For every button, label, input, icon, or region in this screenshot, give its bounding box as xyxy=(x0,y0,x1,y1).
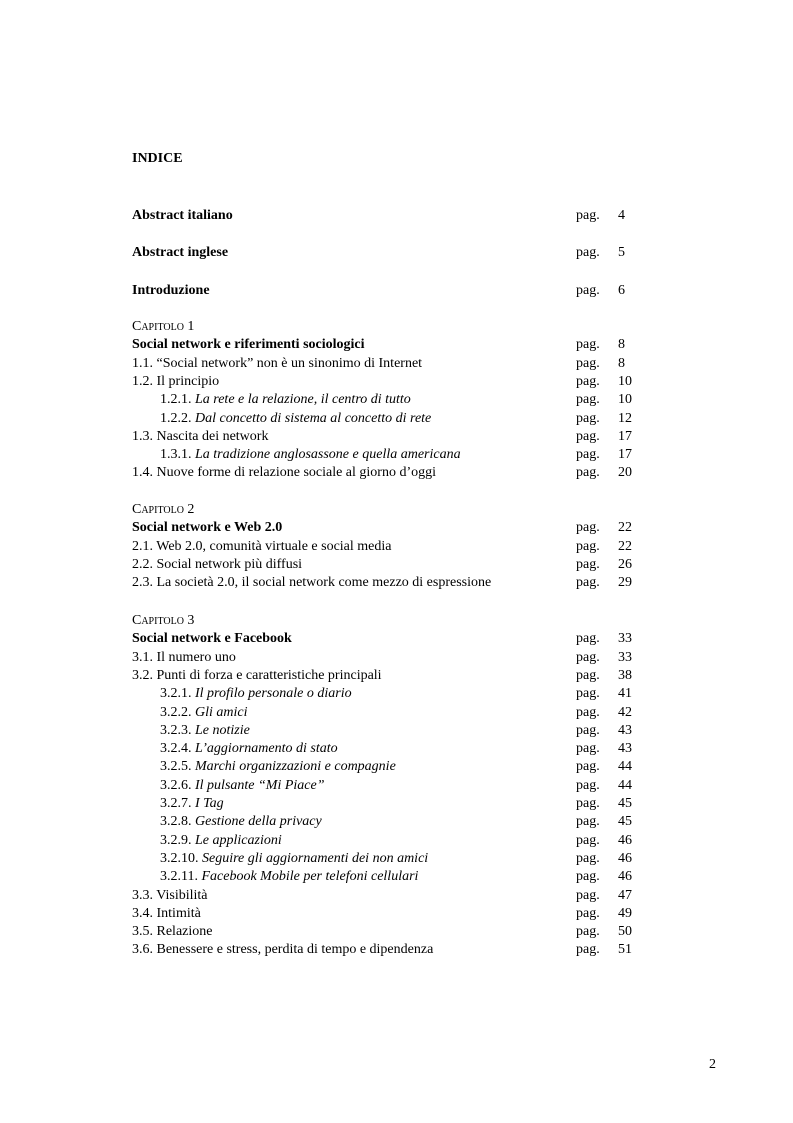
subsection-label xyxy=(160,704,248,722)
chapter-heading: Capitolo 2 xyxy=(132,502,195,517)
section-text: Benessere e stress, perdita di tempo e dipendenza xyxy=(156,942,434,958)
section-text: La rete e la relazione, il centro di tutto xyxy=(195,392,411,408)
subsection-label xyxy=(160,777,325,795)
subsection-label xyxy=(160,446,461,464)
page-label: pag. xyxy=(576,631,600,647)
subsection-label xyxy=(160,410,431,428)
section-label xyxy=(132,649,236,667)
page-label: pag. xyxy=(576,722,600,738)
chapter-title: Social network e riferimenti sociologici xyxy=(132,337,365,353)
section-number: 3.4. xyxy=(132,905,157,921)
section-number: 1.1. xyxy=(132,355,157,371)
section-number: 1.2.2. xyxy=(160,410,195,426)
page-label: pag. xyxy=(576,686,600,702)
subsection-label xyxy=(160,758,396,776)
section-label xyxy=(132,923,212,941)
page-label: pag. xyxy=(576,759,600,775)
section-text: Marchi organizzazioni e compagnie xyxy=(195,759,396,775)
toc-entry xyxy=(132,795,652,813)
page-label: pag. xyxy=(576,667,600,683)
subsection-label xyxy=(160,832,282,850)
subsection-label xyxy=(160,391,411,409)
page-label: pag. xyxy=(576,924,600,940)
subsection-label xyxy=(160,722,250,740)
section-number: 3.2.4. xyxy=(160,741,195,757)
section-number: 3.5. xyxy=(132,924,157,940)
section-text: Il numero uno xyxy=(156,649,236,665)
page-ref: 38 xyxy=(618,667,632,683)
page-ref: 43 xyxy=(618,722,632,738)
section-number: 3.2.6. xyxy=(160,777,195,793)
section-label xyxy=(132,941,433,959)
page-label: pag. xyxy=(576,447,600,463)
section-text: “Social network” non è un sinonimo di Internet xyxy=(156,355,423,371)
page-ref: 26 xyxy=(618,556,632,572)
section-text: Intimità xyxy=(156,905,201,921)
section-number: 3.2.2. xyxy=(160,704,195,720)
page-label: pag. xyxy=(576,392,600,408)
toc-entry xyxy=(132,391,652,409)
section-text: Social network più diffusi xyxy=(156,556,303,572)
section-label xyxy=(132,574,491,592)
page-ref: 51 xyxy=(618,942,632,958)
page-ref: 5 xyxy=(618,245,625,260)
section-number: 2.1. xyxy=(132,538,157,554)
toc-entry xyxy=(132,538,652,556)
toc-entry xyxy=(132,722,652,740)
section-label xyxy=(132,905,201,923)
page-label: pag. xyxy=(576,905,600,921)
toc-entry xyxy=(132,282,652,300)
page-ref: 45 xyxy=(618,796,632,811)
section-number: 1.3. xyxy=(132,428,157,444)
section-text: L’aggiornamento di stato xyxy=(195,741,338,757)
toc-entry xyxy=(132,464,652,482)
page-label: pag. xyxy=(576,373,600,389)
subsection-label xyxy=(160,795,224,813)
page-ref: 33 xyxy=(618,631,632,647)
toc-entry xyxy=(132,685,652,703)
page-ref: 50 xyxy=(618,924,632,940)
section-number: 3.3. xyxy=(132,887,157,903)
section-number: 3.2.3. xyxy=(160,722,195,738)
toc-entry xyxy=(132,850,652,868)
section-text: Il pulsante “Mi Piace” xyxy=(195,777,325,793)
section-text: Facebook Mobile per telefoni cellulari xyxy=(201,869,419,885)
section-number: 3.2.10. xyxy=(160,850,202,866)
section-label xyxy=(132,538,392,556)
toc-entry xyxy=(132,355,652,373)
chapter-title: Social network e Facebook xyxy=(132,631,292,647)
chapter-heading: Capitolo 3 xyxy=(132,613,195,628)
page-label: pag. xyxy=(576,428,600,444)
toc-entry xyxy=(132,556,652,574)
page-label: pag. xyxy=(576,887,600,903)
page-label: pag. xyxy=(576,850,600,866)
page-ref: 41 xyxy=(618,686,632,702)
section-text: Visibilità xyxy=(156,887,208,903)
page-label: pag. xyxy=(576,942,600,958)
toc-entry xyxy=(132,740,652,758)
section-text: Punti di forza e caratteristiche principali xyxy=(156,667,382,683)
section-number: 1.3.1. xyxy=(160,447,195,463)
page-label: pag. xyxy=(576,649,600,665)
page-label: pag. xyxy=(576,777,600,793)
section-number: 3.2.9. xyxy=(160,832,195,848)
subsection-label xyxy=(160,868,418,886)
section-number: 1.2. xyxy=(132,373,157,389)
page-ref: 33 xyxy=(618,649,632,665)
page-ref: 47 xyxy=(618,887,632,903)
entry-label: Abstract italiano xyxy=(132,208,233,223)
section-text: Il principio xyxy=(156,373,220,389)
section-number: 3.2.8. xyxy=(160,814,195,830)
toc-entry xyxy=(132,667,652,685)
page-ref: 22 xyxy=(618,538,632,554)
page-ref: 46 xyxy=(618,850,632,866)
page-ref: 22 xyxy=(618,520,632,536)
page-label: pag. xyxy=(576,556,600,572)
section-label xyxy=(132,464,436,482)
page-label: pag. xyxy=(576,741,600,757)
toc-entry xyxy=(132,574,652,592)
section-text: Le notizie xyxy=(195,722,250,738)
section-number: 3.2.7. xyxy=(160,796,195,811)
page-ref: 46 xyxy=(618,832,632,848)
section-label xyxy=(132,667,382,685)
page-label: pag. xyxy=(576,465,600,481)
toc-entry xyxy=(132,887,652,905)
toc-entry xyxy=(132,923,652,941)
page-ref: 43 xyxy=(618,741,632,757)
toc-entry xyxy=(132,446,652,464)
toc-entry xyxy=(132,336,652,354)
section-number: 3.2. xyxy=(132,667,157,683)
page-ref: 49 xyxy=(618,905,632,921)
section-number: 2.2. xyxy=(132,556,157,572)
section-number: 3.2.5. xyxy=(160,759,195,775)
toc-entry xyxy=(132,373,652,391)
section-text: Nascita dei network xyxy=(156,428,269,444)
toc-entry xyxy=(132,428,652,446)
page-label: pag. xyxy=(576,869,600,885)
section-number: 3.6. xyxy=(132,942,157,958)
entry-label: Introduzione xyxy=(132,283,210,298)
page-label: pag. xyxy=(576,832,600,848)
section-text: I Tag xyxy=(195,796,224,811)
page-label: pag. xyxy=(576,520,600,536)
page-label: pag. xyxy=(576,796,600,811)
subsection-label xyxy=(160,813,322,831)
section-text: Seguire gli aggiornamenti dei non amici xyxy=(202,850,429,866)
section-text: Web 2.0, comunità virtuale e social media xyxy=(156,538,392,554)
subsection-label xyxy=(160,685,352,703)
toc-entry xyxy=(132,832,652,850)
section-number: 1.4. xyxy=(132,465,157,481)
page-ref: 29 xyxy=(618,575,632,591)
page-label: pag. xyxy=(576,538,600,554)
section-label xyxy=(132,428,268,446)
toc-entry xyxy=(132,519,652,537)
section-number: 3.2.11. xyxy=(160,869,202,885)
page-label: pag. xyxy=(576,245,600,260)
page-label: pag. xyxy=(576,208,600,223)
page-ref: 12 xyxy=(618,410,632,426)
page-ref: 20 xyxy=(618,465,632,481)
page-ref: 46 xyxy=(618,869,632,885)
section-number: 1.2.1. xyxy=(160,392,195,408)
page-label: pag. xyxy=(576,814,600,830)
page-ref: 44 xyxy=(618,777,632,793)
section-label xyxy=(132,887,208,905)
section-text: Dal concetto di sistema al concetto di rete xyxy=(195,410,432,426)
page-ref: 17 xyxy=(618,428,632,444)
page-ref: 45 xyxy=(618,814,632,830)
toc-entry xyxy=(132,649,652,667)
chapter-heading: Capitolo 1 xyxy=(132,319,195,334)
entry-label: Abstract inglese xyxy=(132,245,229,260)
toc-entry xyxy=(132,813,652,831)
toc-entry xyxy=(132,704,652,722)
section-text: Il profilo personale o diario xyxy=(195,686,352,702)
page-ref: 17 xyxy=(618,447,632,463)
toc-entry xyxy=(132,868,652,886)
toc-entry xyxy=(132,410,652,428)
page-ref: 8 xyxy=(618,355,625,371)
page-ref: 8 xyxy=(618,337,625,353)
section-number: 2.3. xyxy=(132,575,157,591)
page-label: pag. xyxy=(576,575,600,591)
section-text: Le applicazioni xyxy=(195,832,282,848)
page-ref: 42 xyxy=(618,704,632,720)
chapter-title: Social network e Web 2.0 xyxy=(132,520,283,536)
toc-entry xyxy=(132,630,652,648)
page-label: pag. xyxy=(576,355,600,371)
page-ref: 4 xyxy=(618,208,625,223)
toc-entry xyxy=(132,941,652,959)
section-text: Nuove forme di relazione sociale al giorno d’oggi xyxy=(156,465,437,481)
page-label: pag. xyxy=(576,337,600,353)
page-ref: 10 xyxy=(618,392,632,408)
section-text: La tradizione anglosassone e quella americana xyxy=(195,447,461,463)
page-label: pag. xyxy=(576,410,600,426)
section-text: Gestione della privacy xyxy=(195,814,322,830)
section-number: 3.1. xyxy=(132,649,157,665)
subsection-label xyxy=(160,850,428,868)
toc-entry xyxy=(132,207,652,225)
page-ref: 6 xyxy=(618,283,625,298)
toc-entry xyxy=(132,244,652,262)
section-label xyxy=(132,373,219,391)
section-text: Gli amici xyxy=(195,704,248,720)
subsection-label xyxy=(160,740,338,758)
page-ref: 10 xyxy=(618,373,632,389)
toc-entry xyxy=(132,758,652,776)
page-number: 2 xyxy=(709,1057,716,1072)
section-label xyxy=(132,355,422,373)
page-label: pag. xyxy=(576,283,600,298)
toc-entry xyxy=(132,905,652,923)
section-text: La società 2.0, il social network come mezzo di espressione xyxy=(156,575,492,591)
page-label: pag. xyxy=(576,704,600,720)
page-title: INDICE xyxy=(132,151,183,166)
section-label xyxy=(132,556,302,574)
toc-entry xyxy=(132,777,652,795)
page-ref: 44 xyxy=(618,759,632,775)
section-number: 3.2.1. xyxy=(160,686,195,702)
section-text: Relazione xyxy=(156,924,213,940)
